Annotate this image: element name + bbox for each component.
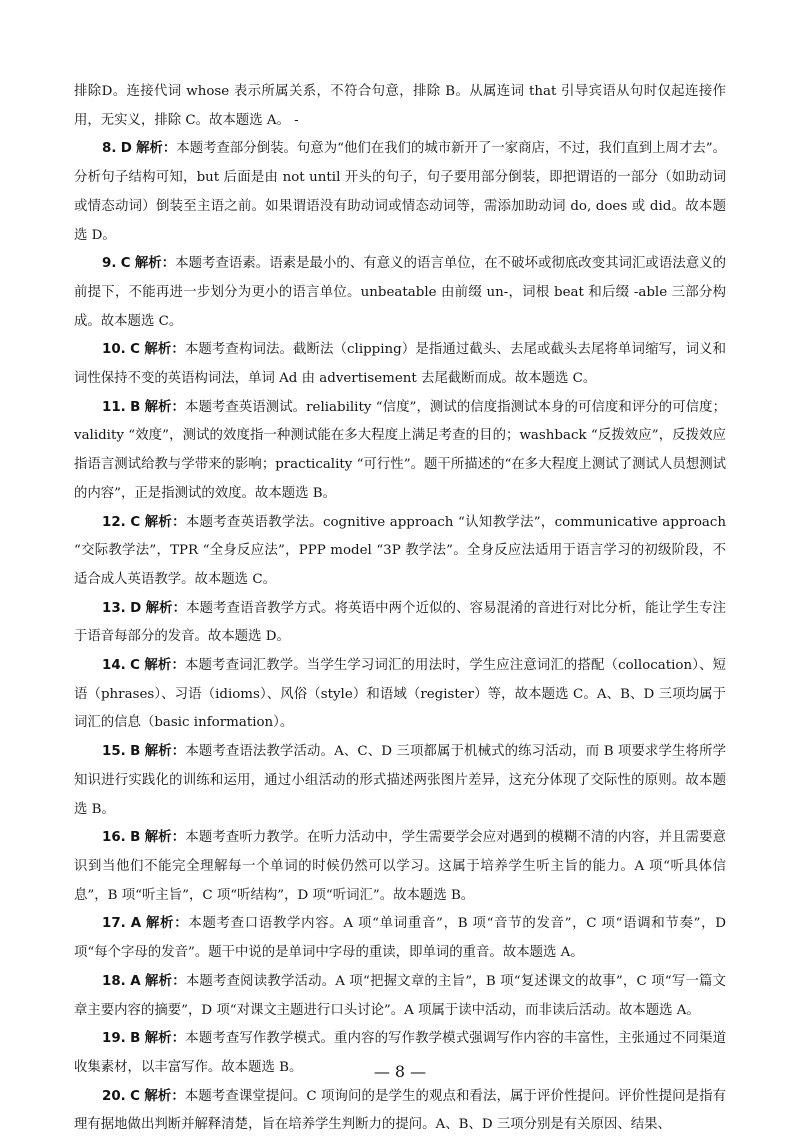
question-number: 20. [102,1088,126,1104]
answer-item [74,824,726,910]
analysis-label: 解析： [144,744,186,760]
analysis-label: 解析： [145,973,186,989]
question-number: 13. [102,600,126,616]
analysis-label: 解析： [144,1031,186,1047]
answer-item [74,738,726,824]
analysis-text: 本题考查英语教学法。cognitive approach “认知教学法”，communicative approach “交际教学法”，TPR “全身反应法”，PPP model “3P 教学法”。全身反应法适用于语言学习的初级阶段，不适合成人英语教学。故本题选 C。 [74,514,726,587]
answer-item [74,968,726,1025]
question-number: 12. [102,514,126,530]
analysis-text: 本题考查写作教学模式。重内容的写作教学模式强调写作内容的丰富性，主张通过不同渠道收集素材，以丰富写作。故本题选 B。 [74,1031,726,1075]
analysis-label: 解析： [146,916,189,932]
answer-list [74,135,726,1140]
answer-letter: B [130,1031,141,1047]
question-number: 19. [102,1031,126,1047]
answer-item [74,135,726,250]
answer-item [74,509,726,595]
analysis-label: 解析： [145,600,187,616]
analysis-text: 本题考查听力教学。在听力活动中，学生需要学会应对遇到的模糊不清的内容，并且需要意识到当他们不能完全理解每一个单词的时候仍然可以学习。这属于培养学生听主旨的能力。A 项“听具体信息”，B 项“听主旨”，C 项“听结构”，D 项“听词汇”。故本题选 B。 [74,830,726,903]
analysis-label: 解析： [144,830,186,846]
answer-letter: C [130,342,140,358]
analysis-text: 本题考查语音教学方式。将英语中两个近似的、容易混淆的音进行对比分析，能让学生专注于语音每部分的发音。故本题选 D。 [74,600,726,645]
answer-letter: C [130,658,140,674]
question-number: 18. [102,973,126,989]
question-number: 9. [102,256,117,272]
question-number: 8. [102,141,117,157]
analysis-text: 本题考查部分倒装。句意为“他们在我们的城市新开了一家商店，不过，我们直到上周才去”。分析句子结构可知，but 后面是由 not until 开头的句子，句子要用部分倒装，即把谓语的一部分（如助动词或情态动词）倒装至主语之前。如果谓语没有助动词或情态动词等，需添加助动词 do, does 或 did。故本题选 D。 [74,141,727,243]
answer-item [74,910,726,967]
answer-letter: B [130,744,141,760]
page-number: — 8 — [373,1062,427,1081]
answer-letter: C [130,1088,140,1104]
analysis-text: 本题考查课堂提问。C 项询问的是学生的观点和看法，属于评价性提问。评价性提问是指有理有据地做出判断并解释清楚，旨在培养学生判断力的提问。A、B、D 三项分别是有关原因、结果、 [74,1088,726,1133]
intro-paragraph: 排除D。连接代词 whose 表示所属关系，不符合句意，排除 B。从属连词 that 引导宾语从句时仅起连接作用，无实义，排除 C。故本题选 A。 - [74,84,726,128]
question-number: 16. [102,830,126,846]
answer-letter: A [130,916,142,932]
analysis-text: 本题考查英语测试。reliability “信度”，测试的信度指测试本身的可信度和评分的可信度；validity “效度”，测试的效度指一种测试能在多大程度上满足考查的目的；washback “反拨效应”，反拨效应指语言测试给教与学带来的影响；practicality “可行性”。题干所描述的“在多大程度上测试了测试人员想测试的内容”，正是指测试的效度。故本题选 B。 [74,399,726,501]
analysis-label: 解析： [136,141,177,157]
analysis-label: 解析： [144,658,185,674]
analysis-label: 解析： [144,1088,185,1104]
answer-item [74,250,726,336]
question-number: 15. [102,744,126,760]
question-number: 10. [102,342,126,358]
answer-letter: B [130,399,141,415]
page-body [74,78,726,1140]
answer-item [74,652,726,738]
answer-letter: D [120,141,132,157]
answer-item [74,336,726,393]
answer-letter: C [130,514,141,530]
analysis-text: 本题考查词汇教学。当学生学习词汇的用法时，学生应注意词汇的搭配（collocation）、短语（phrases）、习语（idioms）、风俗（style）和语域（register）等，故本题选 C。A、B、D 三项均属于词汇的信息（basic information）。 [74,658,726,731]
question-number: 17. [102,916,126,932]
analysis-text: 本题考查语素。语素是最小的、有意义的语言单位，在不破坏或彻底改变其词汇或语法意义的前提下，不能再进一步划分为更小的语言单位。unbeatable 由前缀 un-，词根 beat 和后缀 -able 三部分构成。故本题选 C。 [74,256,727,329]
analysis-label: 解析： [144,399,185,415]
answer-item [74,1083,726,1140]
analysis-label: 解析： [134,256,176,272]
question-number: 14. [102,658,126,674]
answer-item [74,595,726,652]
analysis-label: 解析： [144,514,186,530]
answer-letter: A [130,973,141,989]
analysis-text: 本题考查构词法。截断法（clipping）是指通过截头、去尾或截头去尾将单词缩写，词义和词性保持不变的英语构词法，单词 Ad 由 advertisement 去尾截断而成。故本题选 C。 [74,342,727,387]
analysis-text: 本题考查阅读教学活动。A 项“把握文章的主旨”，B 项“复述课文的故事”，C 项“写一篇文章主要内容的摘要”，D 项“对课文主题进行口头讨论”。A 项属于读中活动，而非读后活动。故本题选 A。 [74,973,727,1018]
answer-letter: C [120,256,131,272]
analysis-text: 本题考查口语教学内容。A 项“单词重音”，B 项“音节的发音”，C 项“语调和节奏”，D 项“每个字母的发音”。题干中说的是单词中字母的重读，即单词的重音。故本题选 A。 [74,916,726,961]
answer-item [74,394,726,509]
answer-letter: B [130,830,141,846]
question-number: 11. [102,399,126,415]
analysis-label: 解析： [144,342,185,358]
answer-letter: D [130,600,142,616]
analysis-text: 本题考查语法教学活动。A、C、D 三项都属于机械式的练习活动，而 B 项要求学生将所学知识进行实践化的训练和运用，通过小组活动的形式描述两张图片差异，这充分体现了交际性的原则。故本题选 B。 [74,744,726,817]
